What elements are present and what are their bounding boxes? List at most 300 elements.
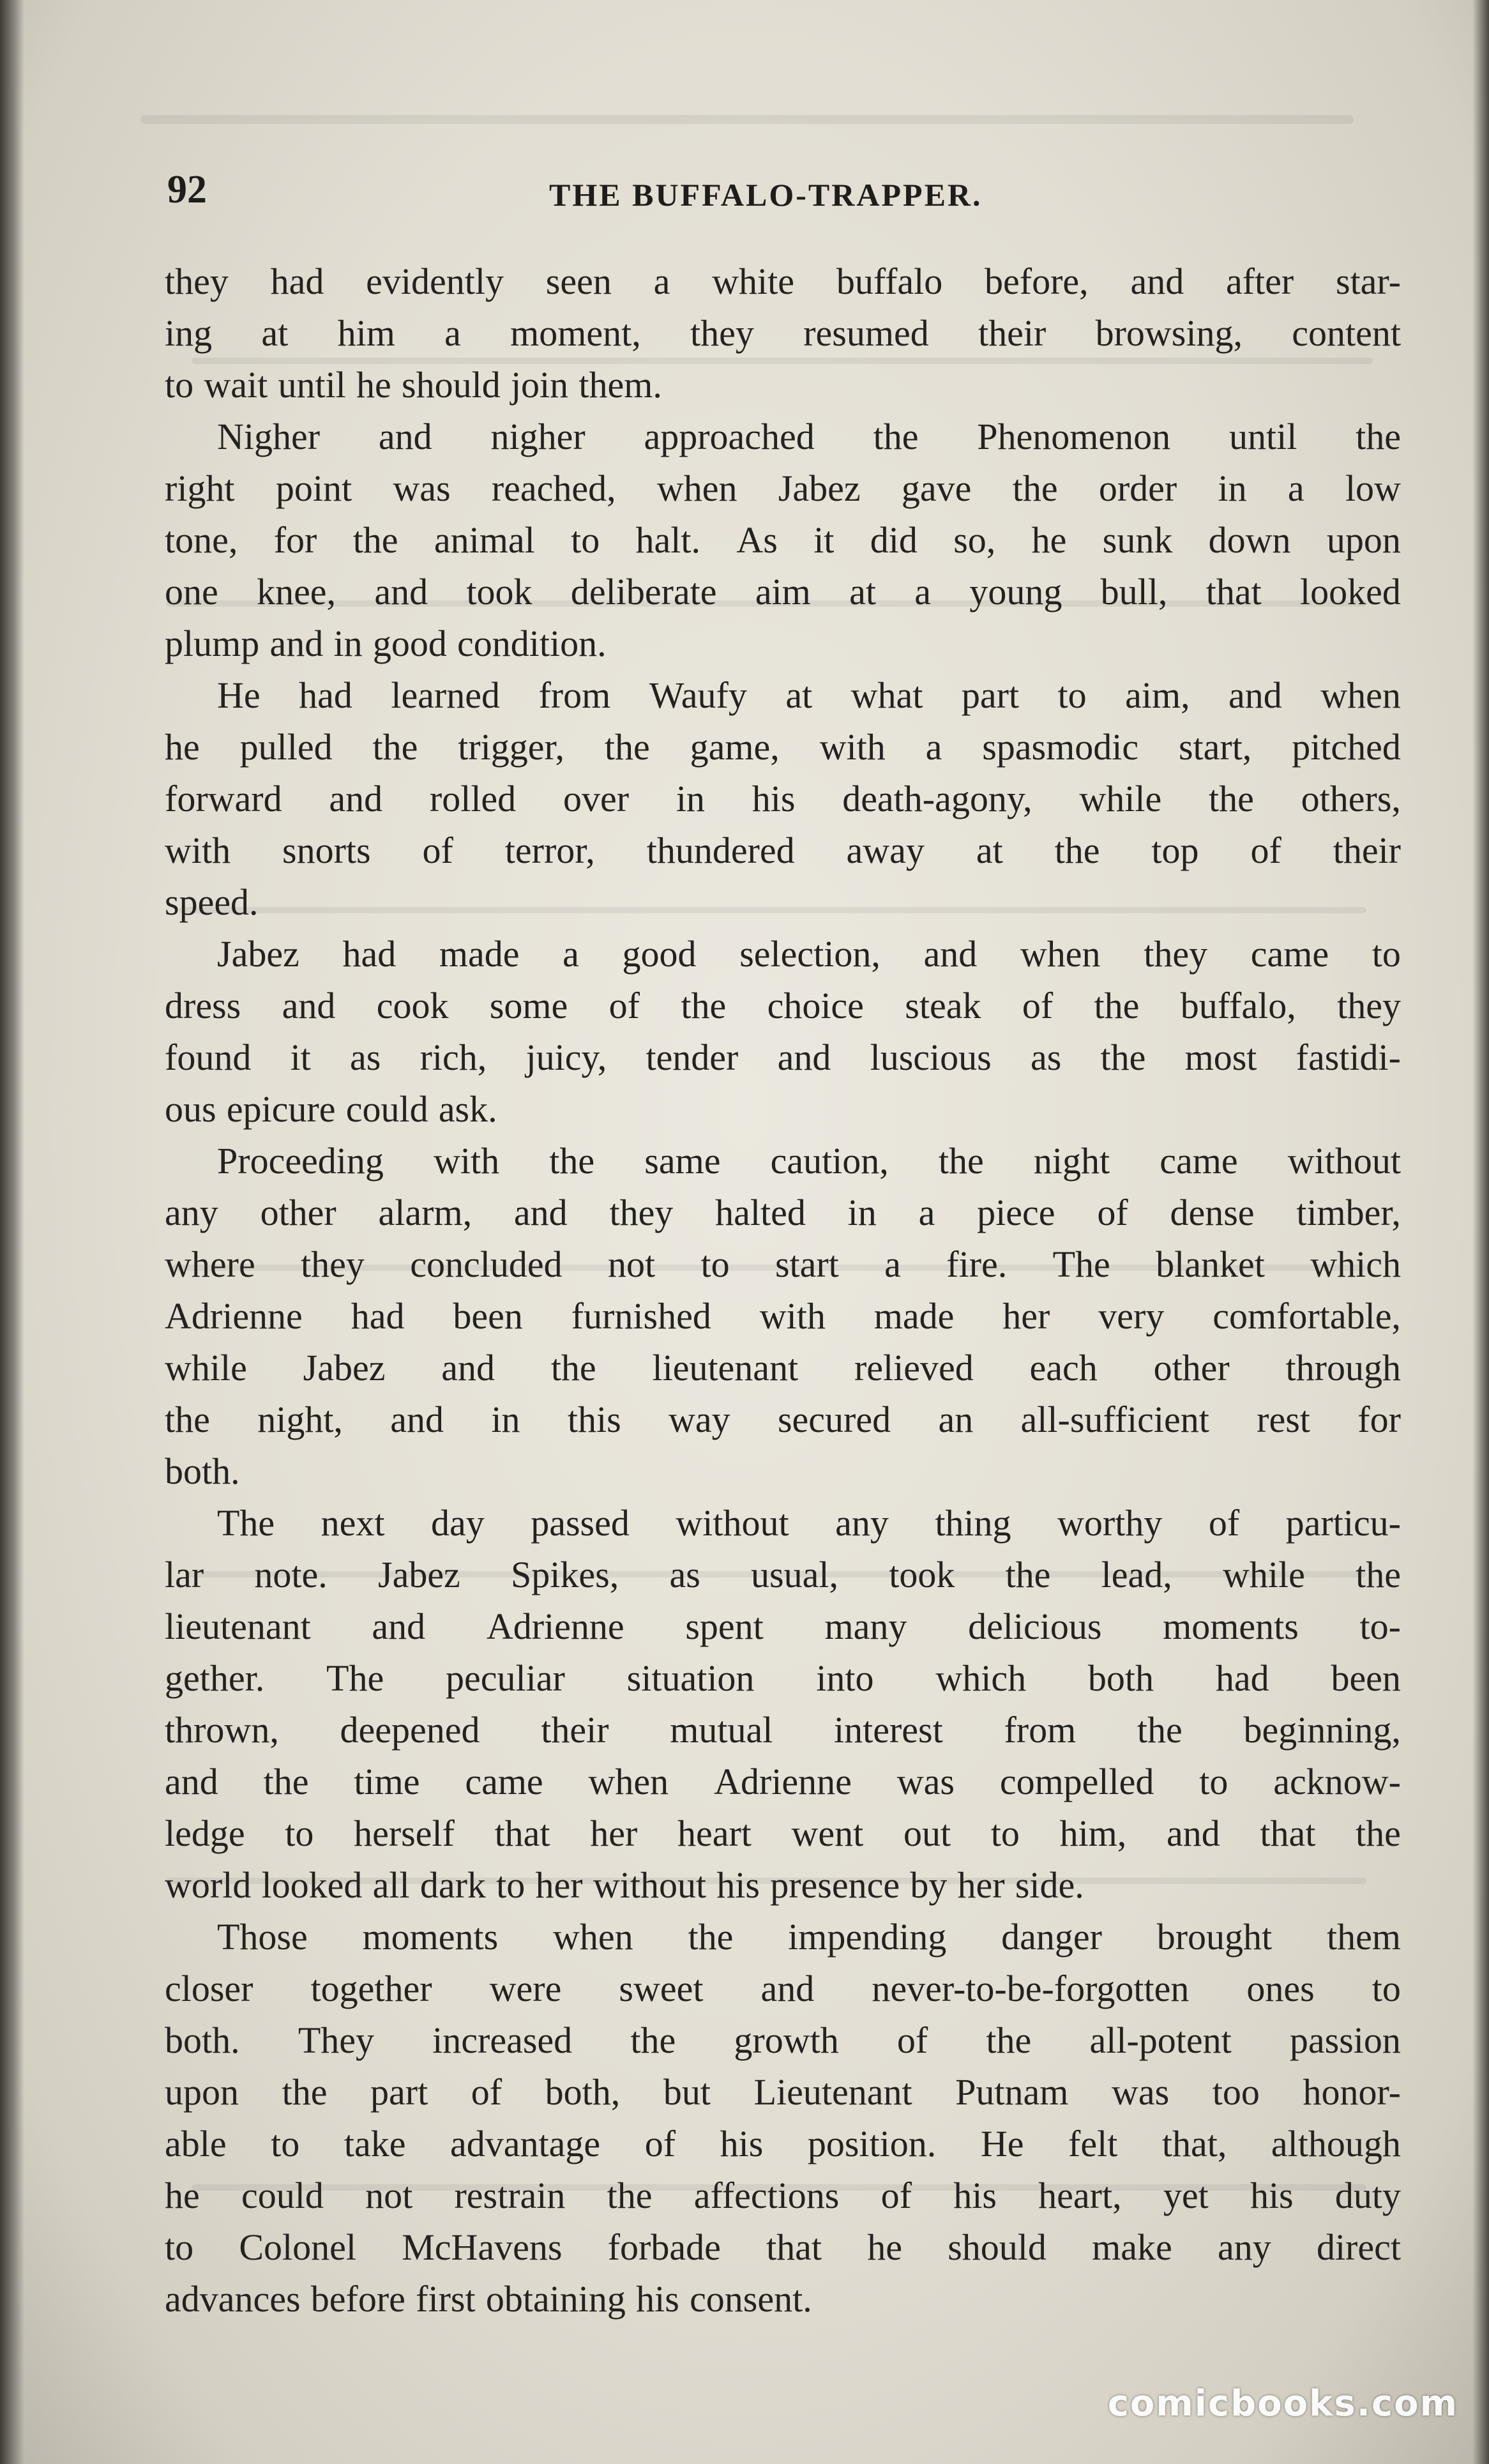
word: when xyxy=(588,1761,669,1802)
text-line xyxy=(165,1652,1401,1704)
word: speed. xyxy=(165,881,259,923)
word: Waufy xyxy=(649,674,747,716)
word: lieutenant xyxy=(165,1606,311,1647)
word: not xyxy=(365,2175,413,2216)
word: made xyxy=(873,1295,955,1337)
word: knee, xyxy=(257,571,336,612)
word: a xyxy=(563,933,579,975)
word: low xyxy=(1345,468,1401,509)
word: he xyxy=(165,2175,200,2216)
text-line xyxy=(165,876,1401,928)
word: away xyxy=(846,830,925,871)
word: bull, xyxy=(1100,571,1168,612)
word: and xyxy=(269,623,324,664)
word: were xyxy=(489,1968,562,2009)
word: them xyxy=(1326,1916,1401,1958)
word: passion xyxy=(1289,2019,1401,2061)
word: her xyxy=(590,1813,638,1854)
word: dress xyxy=(165,985,241,1026)
word: situation xyxy=(626,1657,755,1699)
word: Those xyxy=(217,1916,308,1958)
word: when xyxy=(1020,933,1101,975)
word: all xyxy=(372,1864,410,1906)
word: first xyxy=(416,2278,476,2320)
word: Phenomenon xyxy=(977,416,1171,457)
word: of xyxy=(644,2123,676,2164)
word: of xyxy=(881,2175,912,2216)
text-line xyxy=(165,1031,1401,1083)
word: to xyxy=(700,1243,730,1285)
word: it xyxy=(290,1037,311,1078)
word: but xyxy=(663,2071,711,2113)
word: should xyxy=(948,2226,1047,2268)
word: Jabez xyxy=(303,1347,386,1388)
word: where xyxy=(165,1243,255,1285)
word: Adrienne xyxy=(486,1606,624,1647)
word: ledge xyxy=(165,1813,245,1854)
word: could xyxy=(345,1088,428,1130)
word: and xyxy=(165,1761,218,1802)
word: ones xyxy=(1246,1968,1315,2009)
word: and xyxy=(378,416,432,457)
word: others, xyxy=(1301,778,1401,819)
text-line xyxy=(165,359,1401,411)
word: any xyxy=(835,1502,889,1544)
word: while xyxy=(1223,1554,1305,1595)
word: thundered xyxy=(646,830,795,871)
word: dark xyxy=(419,1864,486,1906)
word: and xyxy=(1228,674,1282,716)
word: was xyxy=(896,1761,955,1802)
word: and xyxy=(1166,1813,1220,1854)
word: they xyxy=(1337,985,1401,1026)
word: at xyxy=(785,674,813,716)
word: when xyxy=(656,468,737,509)
word: affections xyxy=(693,2175,840,2216)
word: increased xyxy=(432,2019,573,2061)
word: He xyxy=(980,2123,1024,2164)
word: in xyxy=(847,1192,877,1233)
text-line xyxy=(165,411,1401,462)
word: of xyxy=(1097,1192,1128,1233)
word: content xyxy=(1292,312,1401,354)
word: wait xyxy=(204,364,268,406)
word: until xyxy=(1228,416,1297,457)
word: seen xyxy=(545,261,612,302)
word: ous xyxy=(165,1088,216,1130)
word: take xyxy=(344,2123,406,2164)
word: alarm, xyxy=(378,1192,472,1233)
word: that xyxy=(766,2226,822,2268)
word: a xyxy=(653,261,670,302)
word: The xyxy=(217,1502,275,1544)
word: buffalo xyxy=(836,261,943,302)
word: should xyxy=(402,364,501,406)
word: luscious xyxy=(870,1037,992,1078)
word: Lieutenant xyxy=(753,2071,912,2113)
word: his xyxy=(716,1864,760,1906)
text-line xyxy=(165,1497,1401,1549)
word: both, xyxy=(545,2071,621,2113)
word: found xyxy=(165,1037,252,1078)
word: tone, xyxy=(165,519,238,561)
word: had xyxy=(351,1295,405,1337)
word: with xyxy=(819,726,886,768)
word: fire. xyxy=(946,1243,1008,1285)
word: advantage xyxy=(450,2123,601,2164)
word: into xyxy=(816,1657,874,1699)
text-line xyxy=(165,669,1401,721)
word: their xyxy=(541,1709,609,1751)
word: was xyxy=(393,468,451,509)
word: direct xyxy=(1316,2226,1401,2268)
word: before xyxy=(310,2278,405,2320)
word: way xyxy=(669,1399,730,1440)
word: the xyxy=(630,2019,676,2061)
word: both. xyxy=(165,2019,240,2061)
word: while xyxy=(1079,778,1162,819)
word: choice xyxy=(767,985,864,1026)
text-line xyxy=(165,1445,1401,1497)
word: to xyxy=(285,1813,314,1854)
word: in xyxy=(491,1399,520,1440)
word: growth xyxy=(734,2019,839,2061)
word: the xyxy=(1012,468,1058,509)
text-line xyxy=(165,1083,1401,1135)
word: the xyxy=(1100,1037,1146,1078)
text-line xyxy=(165,2170,1401,2221)
word: aim, xyxy=(1125,674,1190,716)
word: rich, xyxy=(419,1037,487,1078)
word: next xyxy=(321,1502,385,1544)
word: did xyxy=(870,519,918,561)
word: juicy, xyxy=(525,1037,607,1078)
word: had xyxy=(299,674,352,716)
word: comfortable, xyxy=(1213,1295,1401,1337)
word: not xyxy=(607,1243,656,1285)
word: aim xyxy=(755,571,811,612)
word: the xyxy=(1094,985,1140,1026)
word: his xyxy=(720,2123,764,2164)
word: as xyxy=(350,1037,381,1078)
word: heart xyxy=(677,1813,752,1854)
word: concluded xyxy=(410,1243,563,1285)
word: of xyxy=(1250,830,1281,871)
word: and xyxy=(282,985,336,1026)
text-line xyxy=(165,462,1401,514)
word: a xyxy=(925,726,942,768)
word: rest xyxy=(1257,1399,1310,1440)
word: looked xyxy=(261,1864,363,1906)
word: order xyxy=(1098,468,1177,509)
word: had xyxy=(1215,1657,1269,1699)
word: one xyxy=(165,571,218,612)
word: terror, xyxy=(504,830,595,871)
word: some xyxy=(489,985,568,1026)
word: halt. xyxy=(635,519,701,561)
word: moments xyxy=(362,1916,499,1958)
word: a xyxy=(914,571,932,612)
word: gether. xyxy=(165,1657,265,1699)
word: Nigher xyxy=(217,416,321,457)
word: which xyxy=(935,1657,1027,1699)
word: at xyxy=(976,830,1003,871)
word: sunk xyxy=(1102,519,1173,561)
word: of xyxy=(422,830,453,871)
word: the xyxy=(165,1399,210,1440)
text-line xyxy=(165,773,1401,825)
word: cook xyxy=(376,985,449,1026)
word: to xyxy=(165,2226,194,2268)
word: forbade xyxy=(607,2226,721,2268)
word: halted xyxy=(715,1192,806,1233)
running-head: THE BUFFALO-TRAPPER. xyxy=(549,177,983,213)
word: came xyxy=(1160,1140,1238,1182)
word: before, xyxy=(985,261,1089,302)
word: that xyxy=(1260,1813,1316,1854)
word: that xyxy=(494,1813,550,1854)
word: he xyxy=(165,726,200,768)
word: the xyxy=(1356,1554,1401,1595)
word: duty xyxy=(1334,2175,1401,2216)
word: Adrienne xyxy=(714,1761,852,1802)
text-line xyxy=(165,1342,1401,1394)
word: danger xyxy=(1001,1916,1102,1958)
word: what xyxy=(850,674,923,716)
word: to xyxy=(496,1864,525,1906)
word: the xyxy=(352,519,398,561)
text-line xyxy=(165,928,1401,980)
word: gave xyxy=(901,468,972,509)
text-line xyxy=(165,1911,1401,1963)
word: dense xyxy=(1170,1192,1255,1233)
word: of xyxy=(471,2071,503,2113)
word: Adrienne xyxy=(165,1295,303,1337)
word: at xyxy=(849,571,876,612)
word: of xyxy=(608,985,640,1026)
word: an xyxy=(938,1399,974,1440)
word: rolled xyxy=(429,778,517,819)
word: their xyxy=(978,312,1047,354)
word: that, xyxy=(1161,2123,1227,2164)
word: the xyxy=(1356,1813,1401,1854)
word: pulled xyxy=(239,726,333,768)
word: and xyxy=(441,1347,495,1388)
word: they xyxy=(1144,933,1208,975)
word: although xyxy=(1271,2123,1401,2164)
word: game, xyxy=(690,726,780,768)
text-line xyxy=(165,825,1401,876)
word: all-sufficient xyxy=(1020,1399,1209,1440)
word: star- xyxy=(1336,261,1401,302)
word: brought xyxy=(1156,1916,1273,1958)
word: took xyxy=(889,1554,955,1595)
word: with xyxy=(165,830,231,871)
word: the xyxy=(681,985,727,1026)
word: and xyxy=(760,1968,815,2009)
word: herself xyxy=(354,1813,455,1854)
word: The xyxy=(326,1657,384,1699)
word: tender xyxy=(646,1037,739,1078)
word: They xyxy=(298,2019,374,2061)
word: went xyxy=(791,1813,864,1854)
word: forward xyxy=(165,778,282,819)
word: to xyxy=(571,519,600,561)
page-right-edge-shadow xyxy=(1472,0,1489,2464)
word: his xyxy=(953,2175,997,2216)
word: at xyxy=(261,312,289,354)
word: and xyxy=(777,1037,831,1078)
word: condition. xyxy=(457,623,607,664)
word: in xyxy=(676,778,705,819)
word: and xyxy=(372,1606,426,1647)
word: other xyxy=(260,1192,336,1233)
word: deepened xyxy=(340,1709,480,1751)
word: the xyxy=(873,416,919,457)
word: been xyxy=(453,1295,523,1337)
word: the xyxy=(1054,830,1100,871)
word: it xyxy=(813,519,835,561)
word: piece xyxy=(977,1192,1055,1233)
word: the xyxy=(372,726,418,768)
word: him xyxy=(337,312,395,354)
word: restrain xyxy=(454,2175,566,2216)
word: by xyxy=(910,1864,948,1906)
word: came xyxy=(465,1761,543,1802)
word: to xyxy=(1372,1968,1401,2009)
word: As xyxy=(736,519,778,561)
word: for xyxy=(273,519,317,561)
word: they xyxy=(301,1243,365,1285)
word: steak xyxy=(905,985,981,1026)
word: the xyxy=(938,1140,984,1182)
word: closer xyxy=(165,1968,253,2009)
word: young xyxy=(969,571,1062,612)
word: which xyxy=(1310,1243,1401,1285)
word: most xyxy=(1184,1037,1257,1078)
word: epicure xyxy=(226,1088,336,1130)
word: join xyxy=(510,364,569,406)
word: the xyxy=(688,1916,734,1958)
text-line xyxy=(165,1394,1401,1445)
word: able xyxy=(165,2123,227,2164)
word: the xyxy=(550,1347,596,1388)
word: to xyxy=(990,1813,1020,1854)
word: note. xyxy=(254,1554,328,1595)
word: the xyxy=(1137,1709,1183,1751)
word: advances xyxy=(165,2278,301,2320)
text-line xyxy=(165,514,1401,566)
word: the xyxy=(263,1761,309,1802)
word: same xyxy=(644,1140,721,1182)
word: had xyxy=(270,261,324,302)
word: and xyxy=(374,571,428,612)
text-line xyxy=(165,1238,1401,1290)
text-line xyxy=(165,1187,1401,1238)
word: start, xyxy=(1178,726,1252,768)
word: usual, xyxy=(751,1554,838,1595)
word: of xyxy=(896,2019,928,2061)
word: side. xyxy=(1015,1864,1084,1906)
word: was xyxy=(1111,2071,1170,2113)
word: and xyxy=(1130,261,1184,302)
word: white xyxy=(712,261,795,302)
word: top xyxy=(1151,830,1199,871)
word: blanket xyxy=(1156,1243,1265,1285)
word: evidently xyxy=(366,261,504,302)
word: nigher xyxy=(490,416,586,457)
word: her xyxy=(957,1864,1005,1906)
word: Colonel xyxy=(239,2226,357,2268)
text-line xyxy=(165,618,1401,669)
text-line xyxy=(165,2066,1401,2118)
text-line xyxy=(165,1549,1401,1601)
word: trigger, xyxy=(458,726,564,768)
word: to- xyxy=(1359,1606,1401,1647)
word: point xyxy=(275,468,352,509)
word: good xyxy=(372,623,447,664)
word: until xyxy=(278,364,346,406)
word: the xyxy=(1209,778,1254,819)
word: while xyxy=(165,1347,247,1388)
word: without xyxy=(676,1502,789,1544)
word: spasmodic xyxy=(982,726,1139,768)
word: to xyxy=(1199,1761,1228,1802)
word: right xyxy=(165,468,235,509)
word: beginning, xyxy=(1243,1709,1401,1751)
word: mutual xyxy=(670,1709,773,1751)
word: peculiar xyxy=(446,1657,565,1699)
word: The xyxy=(1052,1243,1110,1285)
word: out xyxy=(903,1813,951,1854)
page-number: 92 xyxy=(167,168,207,211)
text-line xyxy=(165,1859,1401,1911)
word: worthy xyxy=(1057,1502,1163,1544)
word: her xyxy=(535,1864,583,1906)
word: timber, xyxy=(1296,1192,1401,1233)
word: his xyxy=(1250,2175,1294,2216)
word: world xyxy=(165,1864,252,1906)
word: impending xyxy=(788,1916,947,1958)
word: and xyxy=(513,1192,568,1233)
word: he xyxy=(1031,519,1067,561)
word: heart, xyxy=(1038,2175,1122,2216)
word: lieutenant xyxy=(652,1347,799,1388)
word: to xyxy=(165,364,194,406)
text-line xyxy=(165,307,1401,359)
word: the xyxy=(986,2019,1032,2061)
word: Putnam xyxy=(955,2071,1069,2113)
word: browsing, xyxy=(1095,312,1243,354)
word: a xyxy=(918,1192,935,1233)
word: lar xyxy=(165,1554,204,1595)
word: each xyxy=(1029,1347,1098,1388)
word: plump xyxy=(165,623,260,664)
word: yet xyxy=(1163,2175,1209,2216)
word: so, xyxy=(953,519,996,561)
word: this xyxy=(567,1399,621,1440)
word: reached, xyxy=(491,468,616,509)
word: they xyxy=(609,1192,674,1233)
word: snorts xyxy=(282,830,371,871)
word: had xyxy=(342,933,397,975)
word: good xyxy=(622,933,697,975)
word: when xyxy=(553,1916,633,1958)
word: Spikes, xyxy=(511,1554,619,1595)
word: delicious xyxy=(968,1606,1102,1647)
word: relieved xyxy=(854,1347,974,1388)
word: very xyxy=(1098,1295,1165,1337)
